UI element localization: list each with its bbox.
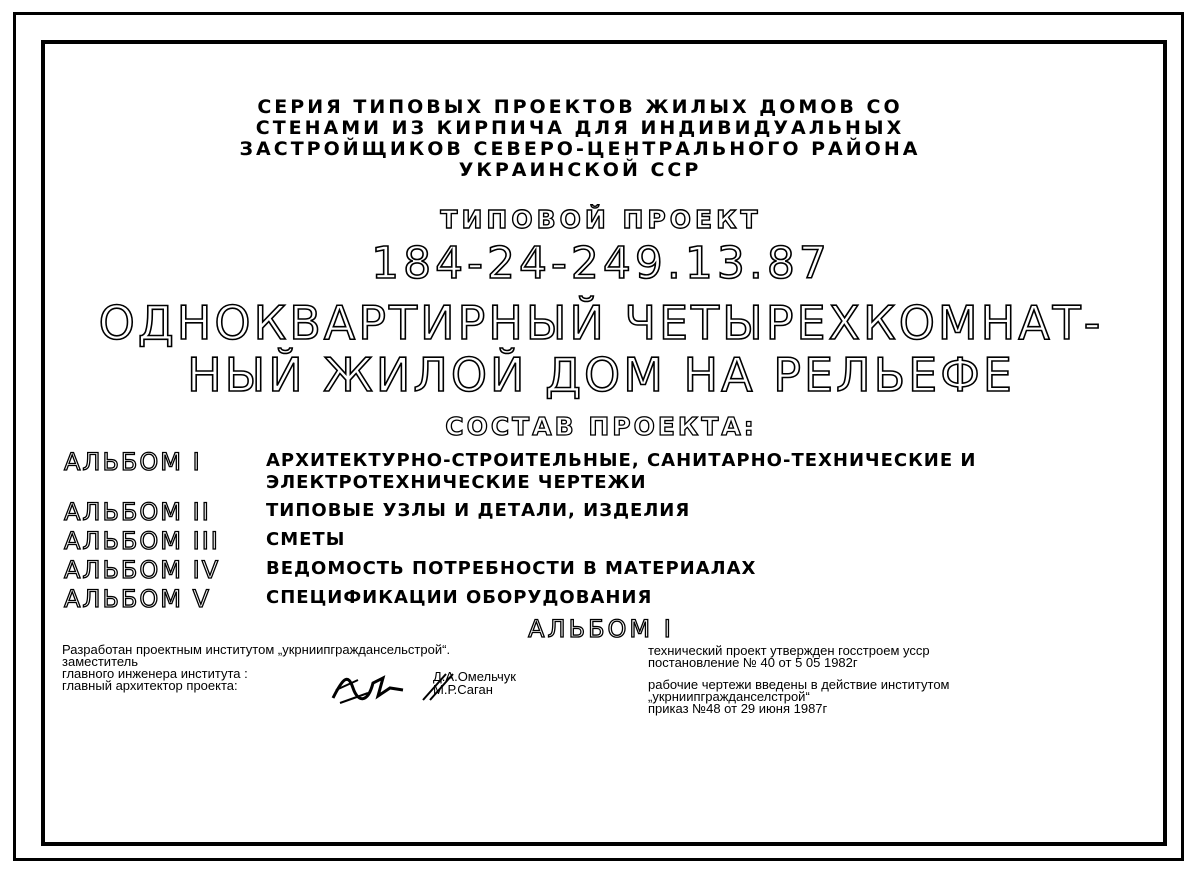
album-row — [64, 448, 1144, 498]
series-line: СТЕНАМИ ИЗ КИРПИЧА ДЛЯ ИНДИВИДУАЛЬНЫХ — [255, 117, 905, 139]
order-line: приказ №48 от 29 июня 1987г — [648, 701, 828, 716]
series-title — [200, 97, 960, 181]
title-line-1: ОДНОКВАРТИРНЫЙ ЧЕТЫРЕХКОМНАТ- — [98, 296, 1104, 350]
project-code: 184-24-249.13.87 — [371, 238, 831, 289]
album-desc: СПЕЦИФИКАЦИИ ОБОРУДОВАНИЯ — [266, 587, 653, 608]
institute-line: „укрниипгражданселстрой“ — [648, 689, 810, 704]
album-name: АЛЬБОМ I — [64, 448, 202, 476]
approval-block — [648, 645, 1128, 715]
album-row — [64, 498, 1144, 527]
album-name: АЛЬБОМ IV — [64, 556, 221, 584]
album-name: АЛЬБОМ V — [64, 585, 212, 613]
album-name: АЛЬБОМ II — [64, 498, 211, 526]
developed-by: Разработан проектным институтом „укрниипграждансельстрой“. — [62, 642, 451, 657]
current-album-label: АЛЬБОМ I — [528, 615, 674, 643]
album-row — [64, 556, 1144, 585]
title-line-2: НЫЙ ЖИЛОЙ ДОМ НА РЕЛЬЕФЕ — [187, 348, 1015, 402]
album-row — [64, 527, 1144, 556]
series-line: УКРАИНСКОЙ ССР — [458, 159, 702, 181]
working-drawings-line: рабочие чертежи введены в действие институтом — [648, 677, 950, 692]
tech-project-approval: технический проект утвержден госстроем усср — [648, 643, 930, 658]
album-desc: СМЕТЫ — [266, 529, 346, 550]
album-name: АЛЬБОМ III — [64, 527, 220, 555]
series-line: ЗАСТРОЙЩИКОВ СЕВЕРО-ЦЕНТРАЛЬНОГО РАЙОНА — [239, 138, 921, 160]
signatory-name: М.Р.Саган — [433, 682, 493, 697]
chief-architect-label: главный архитектор проекта: — [62, 678, 238, 693]
album-desc: ВЕДОМОСТЬ ПОТРЕБНОСТИ В МАТЕРИАЛАХ — [266, 558, 757, 579]
album-row — [64, 585, 1144, 614]
chief-engineer-label: главного инженера института : — [62, 666, 248, 681]
album-list — [64, 448, 1144, 614]
album-desc: ТИПОВЫЕ УЗЛЫ И ДЕТАЛИ, ИЗДЕЛИЯ — [266, 500, 691, 521]
album-desc: АРХИТЕКТУРНО-СТРОИТЕЛЬНЫЕ, САНИТАРНО-ТЕХНИЧЕСКИЕ И ЭЛЕКТРОТЕХНИЧЕСКИЕ ЧЕРТЕЖИ — [266, 450, 977, 493]
project-title — [0, 297, 1202, 401]
deputy-label: заместитель — [62, 654, 139, 669]
series-line: СЕРИЯ ТИПОВЫХ ПРОЕКТОВ ЖИЛЫХ ДОМОВ СО — [257, 96, 903, 118]
signatory-names — [433, 670, 516, 696]
resolution-line: постановление № 40 от 5 05 1982г — [648, 655, 858, 670]
signatory-name: Д.А.Омельчук — [433, 669, 516, 684]
contents-label: СОСТАВ ПРОЕКТА: — [445, 412, 757, 441]
project-label: ТИПОВОЙ ПРОЕКТ — [440, 205, 762, 234]
